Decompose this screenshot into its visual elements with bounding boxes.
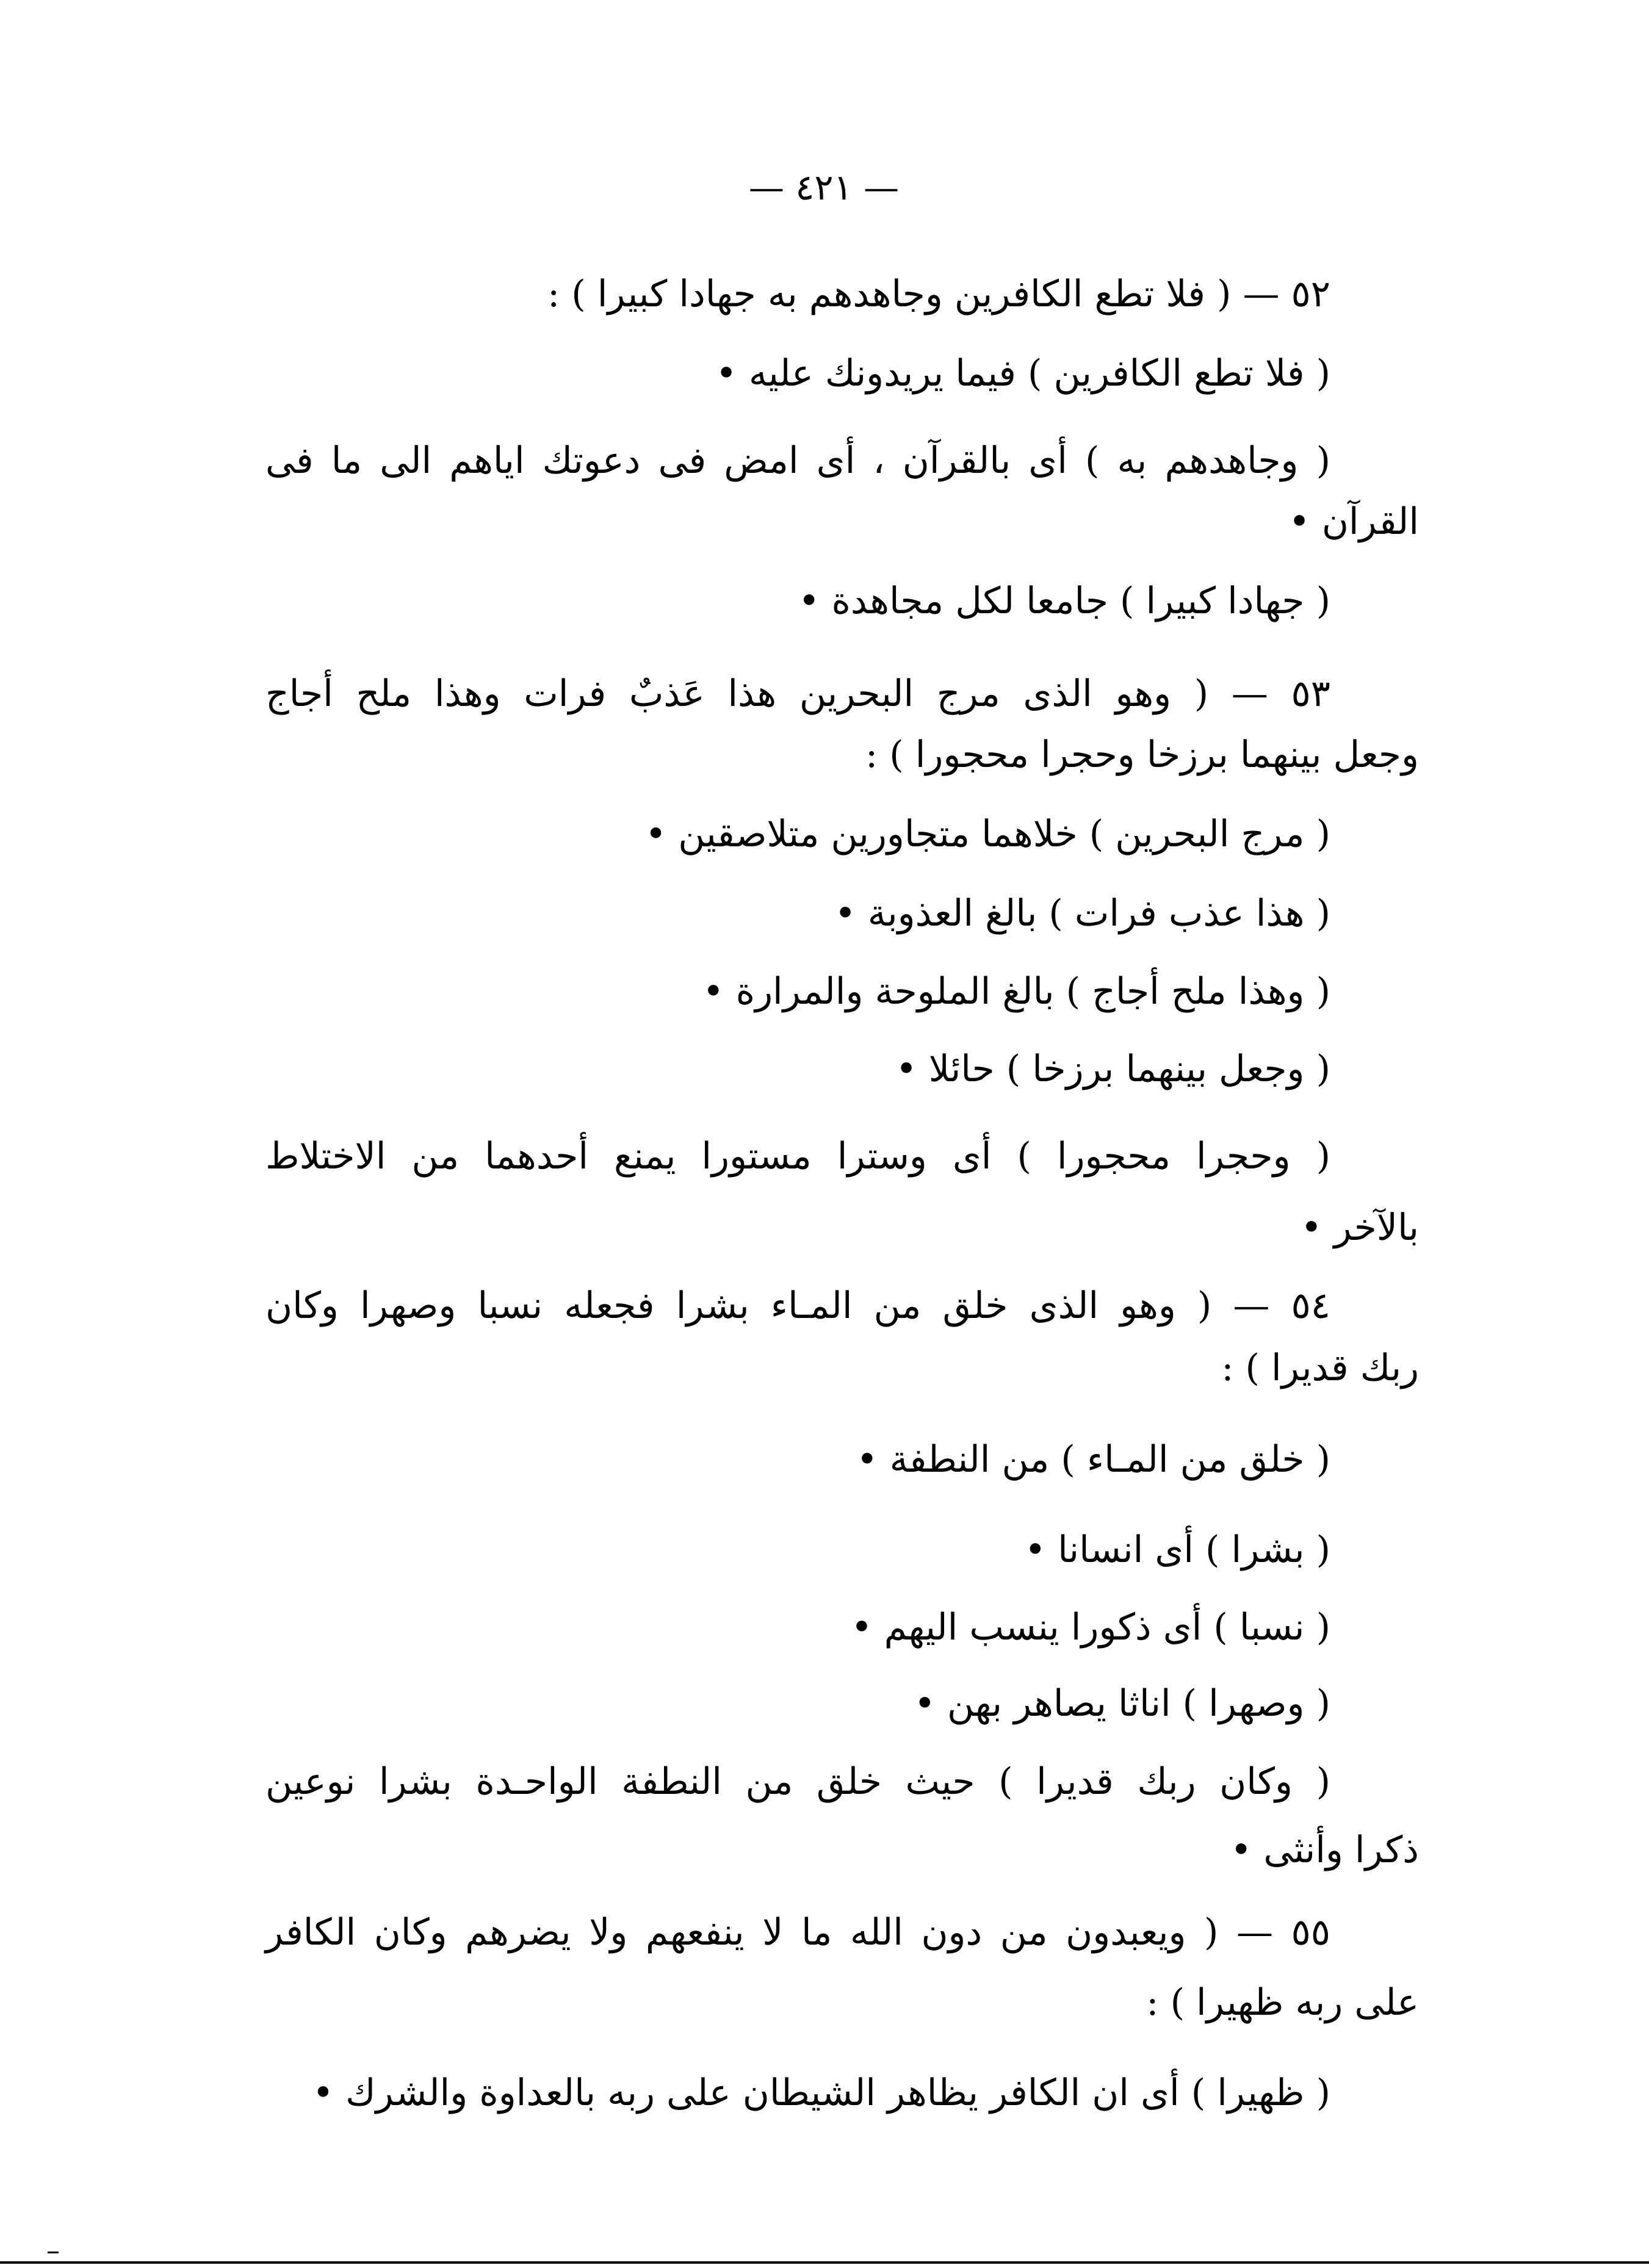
- page-number: — ٤٢١ —: [748, 167, 900, 208]
- gloss-line: ( وجعل بينهما برزخا ) حائلا •: [895, 1048, 1330, 1090]
- gloss-line-continuation: بالآخر •: [1301, 1206, 1419, 1249]
- gloss-line: ( وكان ربك قديرا ) حيث خلق من النطفة الواحـدة بشرا نوعين: [265, 1760, 1330, 1803]
- scan-mark: [48, 2252, 59, 2253]
- verse-54-heading-continuation: ربك قديرا ) :: [1221, 1347, 1419, 1389]
- gloss-line: ( وهذا ملح أجاج ) بالغ الملوحة والمرارة •: [702, 970, 1330, 1013]
- gloss-line-continuation: القرآن •: [1288, 500, 1419, 543]
- gloss-line: ( وجاهدهم به ) أى بالقرآن ، أى امض فى دعوتك اياهم الى ما فى: [265, 439, 1330, 482]
- verse-55-heading: ٥٥ — ( ويعبدون من دون الله ما لا ينفعهم ولا يضرهم وكان الكافر: [265, 1911, 1330, 1954]
- gloss-line: ( بشرا ) أى انسانا •: [1024, 1528, 1330, 1571]
- gloss-line: ( فلا تطع الكافرين ) فيما يريدونك عليه •: [715, 352, 1330, 395]
- verse-53-heading: ٥٣ — ( وهو الذى مرج البحرين هذا عَذبٌ فرات وهذا ملح أجاج: [265, 672, 1330, 715]
- gloss-line: ( مرج البحرين ) خلاهما متجاورين متلاصقين •: [644, 813, 1330, 855]
- gloss-line: ( هذا عذب فرات ) بالغ العذوبة •: [834, 892, 1330, 935]
- gloss-line: ( نسبا ) أى ذكورا ينسب اليهم •: [851, 1606, 1330, 1649]
- gloss-line: ( ظهيرا ) أى ان الكافر يظاهر الشيطان على ربه بالعداوة والشرك •: [312, 2072, 1330, 2114]
- verse-54-heading: ٥٤ — ( وهو الذى خلق من المـاء بشرا فجعله نسبا وصهرا وكان: [265, 1284, 1330, 1327]
- verse-55-heading-continuation: على ربه ظهيرا ) :: [1146, 1981, 1419, 2024]
- gloss-line: ( وحجرا محجورا ) أى وسترا مستورا يمنع أحدهما من الاختلاط: [265, 1135, 1330, 1178]
- gloss-line: ( جهادا كبيرا ) جامعا لكل مجاهدة •: [798, 580, 1330, 622]
- verse-52-heading: ٥٢ — ( فلا تطع الكافرين وجاهدهم به جهادا كبيرا ) :: [547, 273, 1330, 315]
- verse-53-heading-continuation: وجعل بينهما برزخا وحجرا محجورا ) :: [865, 733, 1419, 776]
- gloss-line-continuation: ذكرا وأنثى •: [1230, 1829, 1419, 1871]
- gloss-line: ( وصهرا ) اناثا يصاهر بهن •: [914, 1682, 1330, 1725]
- gloss-line: ( خلق من المـاء ) من النطفة •: [856, 1438, 1330, 1481]
- bottom-edge-rule: [0, 2261, 1649, 2264]
